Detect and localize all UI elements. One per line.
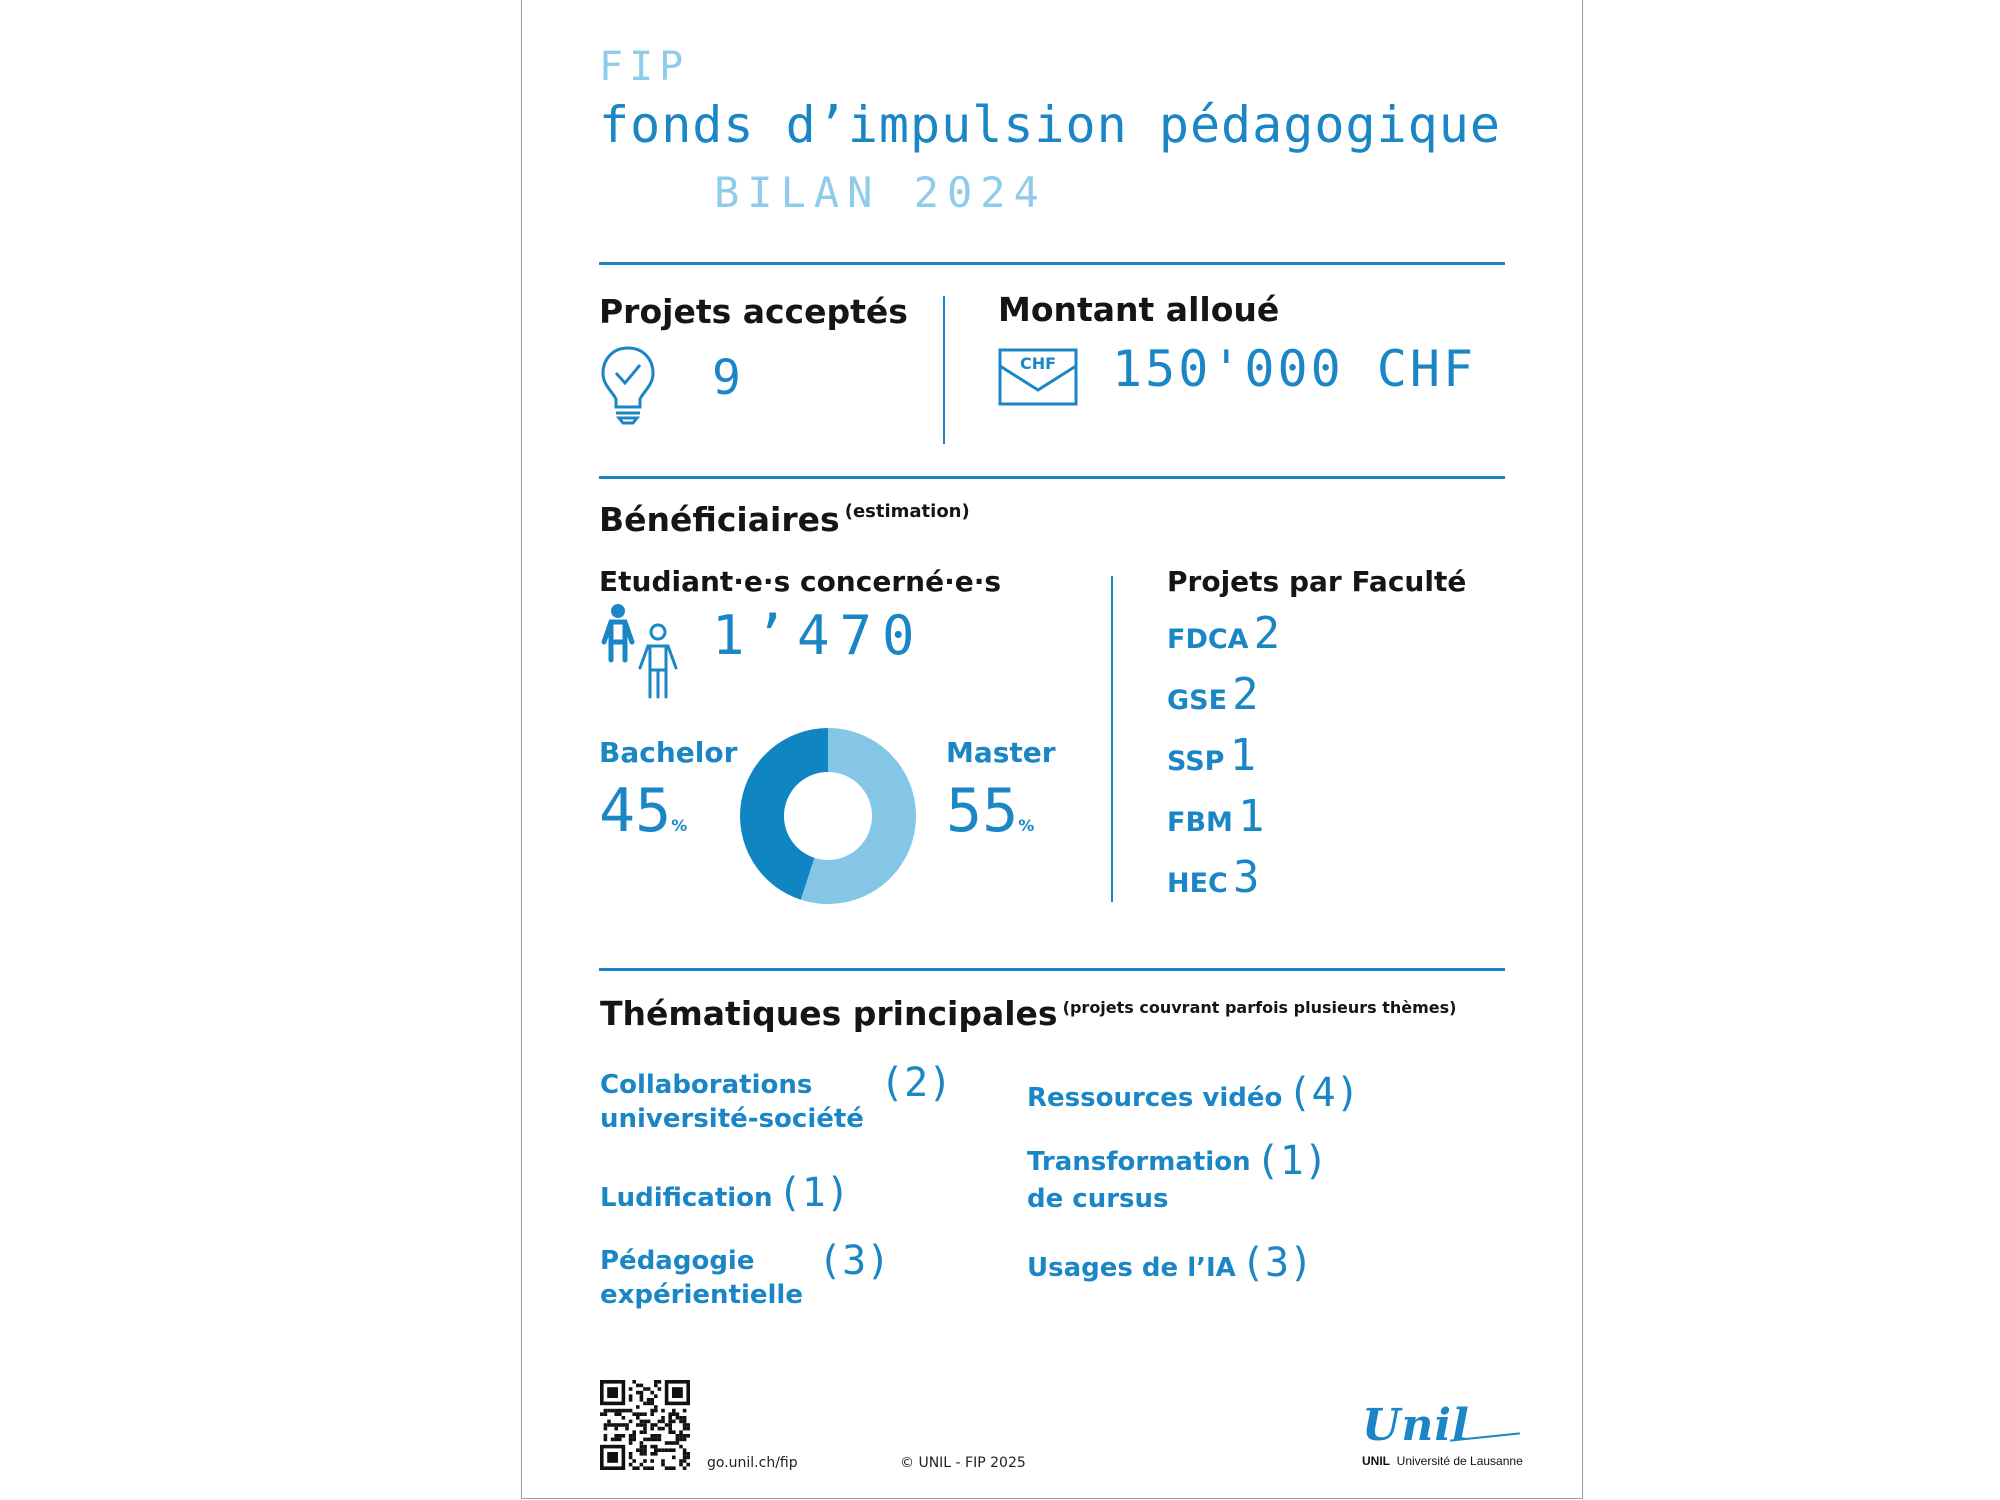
faculty-name: HEC (1167, 868, 1228, 899)
theme-line1: Ressources vidéo (1027, 1083, 1283, 1113)
thematiques-heading (600, 994, 1456, 1033)
divider (599, 476, 1505, 479)
qr-code[interactable] (600, 1380, 690, 1474)
theme-line1: Ludification (600, 1183, 773, 1213)
faculty-item (1167, 852, 1280, 913)
theme-count: (4) (1287, 1070, 1360, 1116)
people-icon (596, 602, 696, 706)
faculties-title: Projets par Faculté (1167, 565, 1467, 598)
faculties-list (1167, 608, 1280, 913)
theme-item (1027, 1070, 1360, 1116)
faculty-item (1167, 791, 1280, 852)
divider (599, 262, 1505, 265)
beneficiaires-heading (599, 500, 970, 539)
students-label: Etudiant·e·s concerné·e·s (599, 565, 1001, 598)
faculty-count: 2 (1232, 669, 1259, 720)
poster (521, 0, 1583, 1499)
theme-item (600, 1060, 953, 1136)
theme-line1: Pédagogie (600, 1246, 755, 1276)
theme-line2: université-société (600, 1104, 864, 1134)
footer-url[interactable]: go.unil.ch/fip (707, 1455, 798, 1471)
divider (943, 296, 945, 444)
faculty-item (1167, 730, 1280, 791)
theme-item (1027, 1240, 1313, 1286)
theme-count: (3) (1240, 1240, 1314, 1286)
faculty-count: 1 (1238, 791, 1265, 842)
donut-chart (738, 726, 918, 910)
theme-line1: Usages de l’IA (1027, 1253, 1236, 1283)
bachelor-value: 45 (599, 776, 672, 846)
master-label: Master (946, 736, 1056, 769)
theme-line1: Transformation (1027, 1147, 1251, 1177)
theme-count: (2) (880, 1060, 953, 1106)
bachelor-percent: % (671, 816, 688, 835)
faculty-name: SSP (1167, 746, 1225, 777)
faculty-name: FBM (1167, 807, 1233, 838)
page-subtitle: BILAN 2024 (714, 168, 1047, 217)
faculty-count: 1 (1229, 730, 1257, 781)
envelope-icon (998, 348, 1078, 410)
thematiques-note: (projets couvrant parfois plusieurs thèmes) (1062, 998, 1457, 1017)
master-value-group (946, 776, 1034, 846)
theme-line2: expérientielle (600, 1280, 803, 1310)
logo-text (1362, 1454, 1523, 1468)
theme-line2: de cursus (1027, 1184, 1169, 1214)
faculty-name: GSE (1167, 685, 1228, 716)
beneficiaires-title: Bénéficiaires (599, 500, 840, 539)
theme-count: (3) (818, 1238, 891, 1284)
lightbulb-icon (599, 345, 657, 429)
projects-label: Projets acceptés (599, 292, 908, 331)
faculty-item (1167, 669, 1280, 730)
students-value: 1’470 (712, 604, 925, 667)
beneficiaires-note: (estimation) (844, 501, 970, 522)
bachelor-value-group (599, 776, 687, 846)
master-percent: % (1018, 816, 1035, 835)
envelope-label: CHF (1020, 354, 1057, 373)
projects-value: 9 (712, 350, 741, 406)
footer-copyright: © UNIL - FIP 2025 (900, 1455, 1026, 1471)
faculty-name: FDCA (1167, 624, 1249, 655)
theme-count: (1) (777, 1170, 850, 1216)
page-title: fonds d’impulsion pédagogique (599, 96, 1501, 154)
bachelor-label: Bachelor (599, 736, 738, 769)
faculty-count: 2 (1253, 608, 1281, 659)
thematiques-title: Thématiques principales (600, 994, 1058, 1033)
theme-item (600, 1238, 891, 1312)
faculty-item (1167, 608, 1280, 669)
logo-script: Unil (1362, 1400, 1470, 1451)
divider (599, 968, 1505, 971)
divider (1111, 576, 1113, 902)
theme-item (1027, 1140, 1328, 1216)
faculty-count: 3 (1232, 852, 1260, 903)
amount-label: Montant alloué (998, 290, 1280, 329)
theme-count: (1) (1255, 1138, 1328, 1184)
acronym: FIP (599, 44, 690, 90)
theme-line1: Collaborations (600, 1070, 813, 1100)
master-value: 55 (946, 776, 1019, 846)
logo-full: Université de Lausanne (1396, 1454, 1523, 1468)
amount-value: 150'000 CHF (1112, 340, 1477, 398)
theme-item (600, 1170, 850, 1216)
unil-logo (1362, 1402, 1523, 1468)
logo-short: UNIL (1362, 1454, 1390, 1468)
